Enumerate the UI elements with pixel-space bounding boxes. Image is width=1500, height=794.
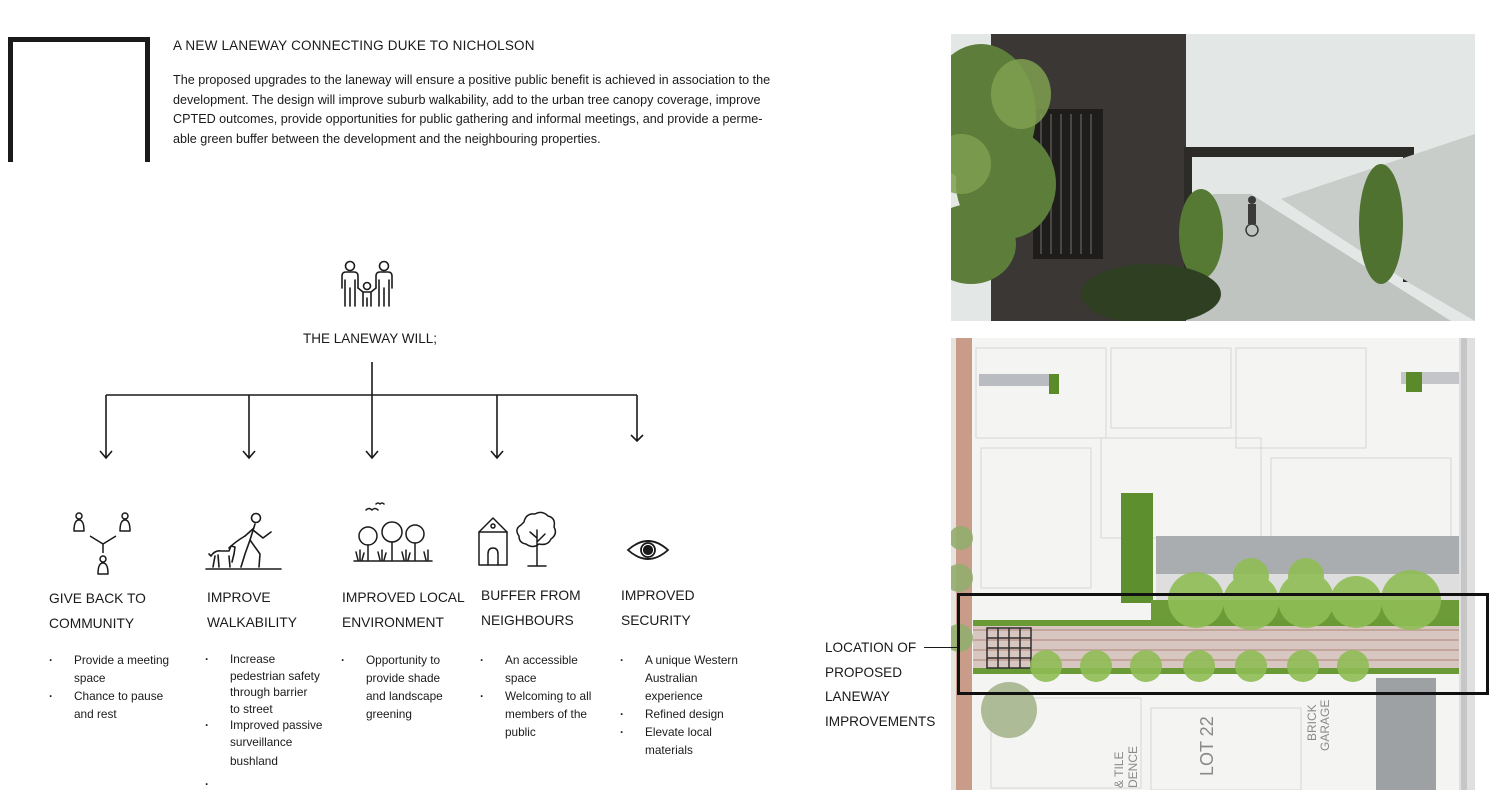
house-tree-icon	[476, 510, 558, 570]
title-line: BUFFER FROM	[481, 588, 581, 603]
location-label	[825, 636, 935, 734]
intro-line: able green buffer between the development and the neighbouring properties.	[173, 131, 601, 146]
eye-icon	[626, 537, 670, 563]
list-item: · Elevate local materials	[620, 723, 738, 759]
map-label: LOT 22	[1197, 716, 1217, 776]
list-item: · A unique Western Australian experience	[620, 651, 738, 705]
column-title	[621, 584, 695, 633]
column-title	[207, 586, 297, 635]
title-line: IMPROVED LOCAL	[342, 590, 465, 605]
bullet-list	[480, 651, 591, 741]
list-item: · Chance to pause and rest	[49, 687, 169, 723]
intro-line: The proposed upgrades to the laneway will ensure a positive public benefit is achieved in association to the	[173, 73, 771, 87]
title-line: WALKABILITY	[207, 614, 297, 630]
column-title	[481, 584, 581, 633]
site-plan-drawing	[951, 338, 1475, 790]
intro-line: CPTED outcomes, provide opportunities for public gathering and informal meetings, and provide a perme-	[173, 112, 763, 127]
title-line: ENVIRONMENT	[342, 614, 444, 630]
connector-diagram	[90, 360, 660, 470]
map-label: GARAGE	[1318, 699, 1332, 751]
label-line: IMPROVEMENTS	[825, 713, 936, 729]
list-item: · Opportunity to provide shade and landscape greening	[341, 651, 443, 723]
rendering-illustration	[951, 34, 1475, 321]
label-line: PROPOSED	[825, 664, 903, 680]
title-line: COMMUNITY	[49, 615, 135, 631]
title-line: SECURITY	[621, 612, 691, 628]
map-label: & TILE	[1112, 751, 1126, 788]
walking-dog-icon	[205, 510, 283, 572]
title-line: IMPROVED	[621, 588, 695, 603]
map-label: DENCE	[1126, 745, 1140, 788]
title-line: IMPROVE	[207, 590, 271, 605]
bullet-list	[341, 651, 443, 723]
column-title	[49, 587, 146, 636]
corner-bracket	[8, 37, 150, 162]
list-item: · An accessible space	[480, 651, 591, 687]
list-item: · Improved passive surveillance bushland	[205, 717, 322, 770]
list-item: · Provide a meeting space	[49, 651, 169, 687]
list-item: · Increase pedestrian safety through barrier to street	[205, 651, 322, 717]
list-item: · Welcoming to all members of the public	[480, 687, 591, 741]
family-icon	[336, 258, 400, 312]
title-line: GIVE BACK TO	[49, 591, 146, 606]
bullet-list	[49, 651, 169, 723]
label-line: LOCATION OF	[825, 640, 917, 655]
laneway-rendering-photo	[951, 34, 1475, 321]
community-icon	[70, 510, 135, 578]
trees-icon	[352, 502, 434, 564]
diagram-title: THE LANEWAY WILL;	[303, 331, 438, 346]
bullet-list	[205, 651, 322, 776]
page-heading: A NEW LANEWAY CONNECTING DUKE TO NICHOLSON	[173, 38, 535, 53]
site-plan	[951, 338, 1475, 790]
laneway-highlight-box	[957, 593, 1489, 695]
intro-line: development. The design will improve suburb walkability, add to the urban tree canopy coverage, improve	[173, 92, 761, 107]
title-line: NEIGHBOURS	[481, 612, 574, 628]
bullet-list	[620, 651, 738, 759]
label-line: LANEWAY	[825, 689, 890, 704]
column-title	[342, 586, 465, 635]
intro-paragraph	[173, 71, 813, 149]
map-label: BRICK	[1305, 704, 1319, 741]
list-item: · Refined design	[620, 705, 738, 723]
